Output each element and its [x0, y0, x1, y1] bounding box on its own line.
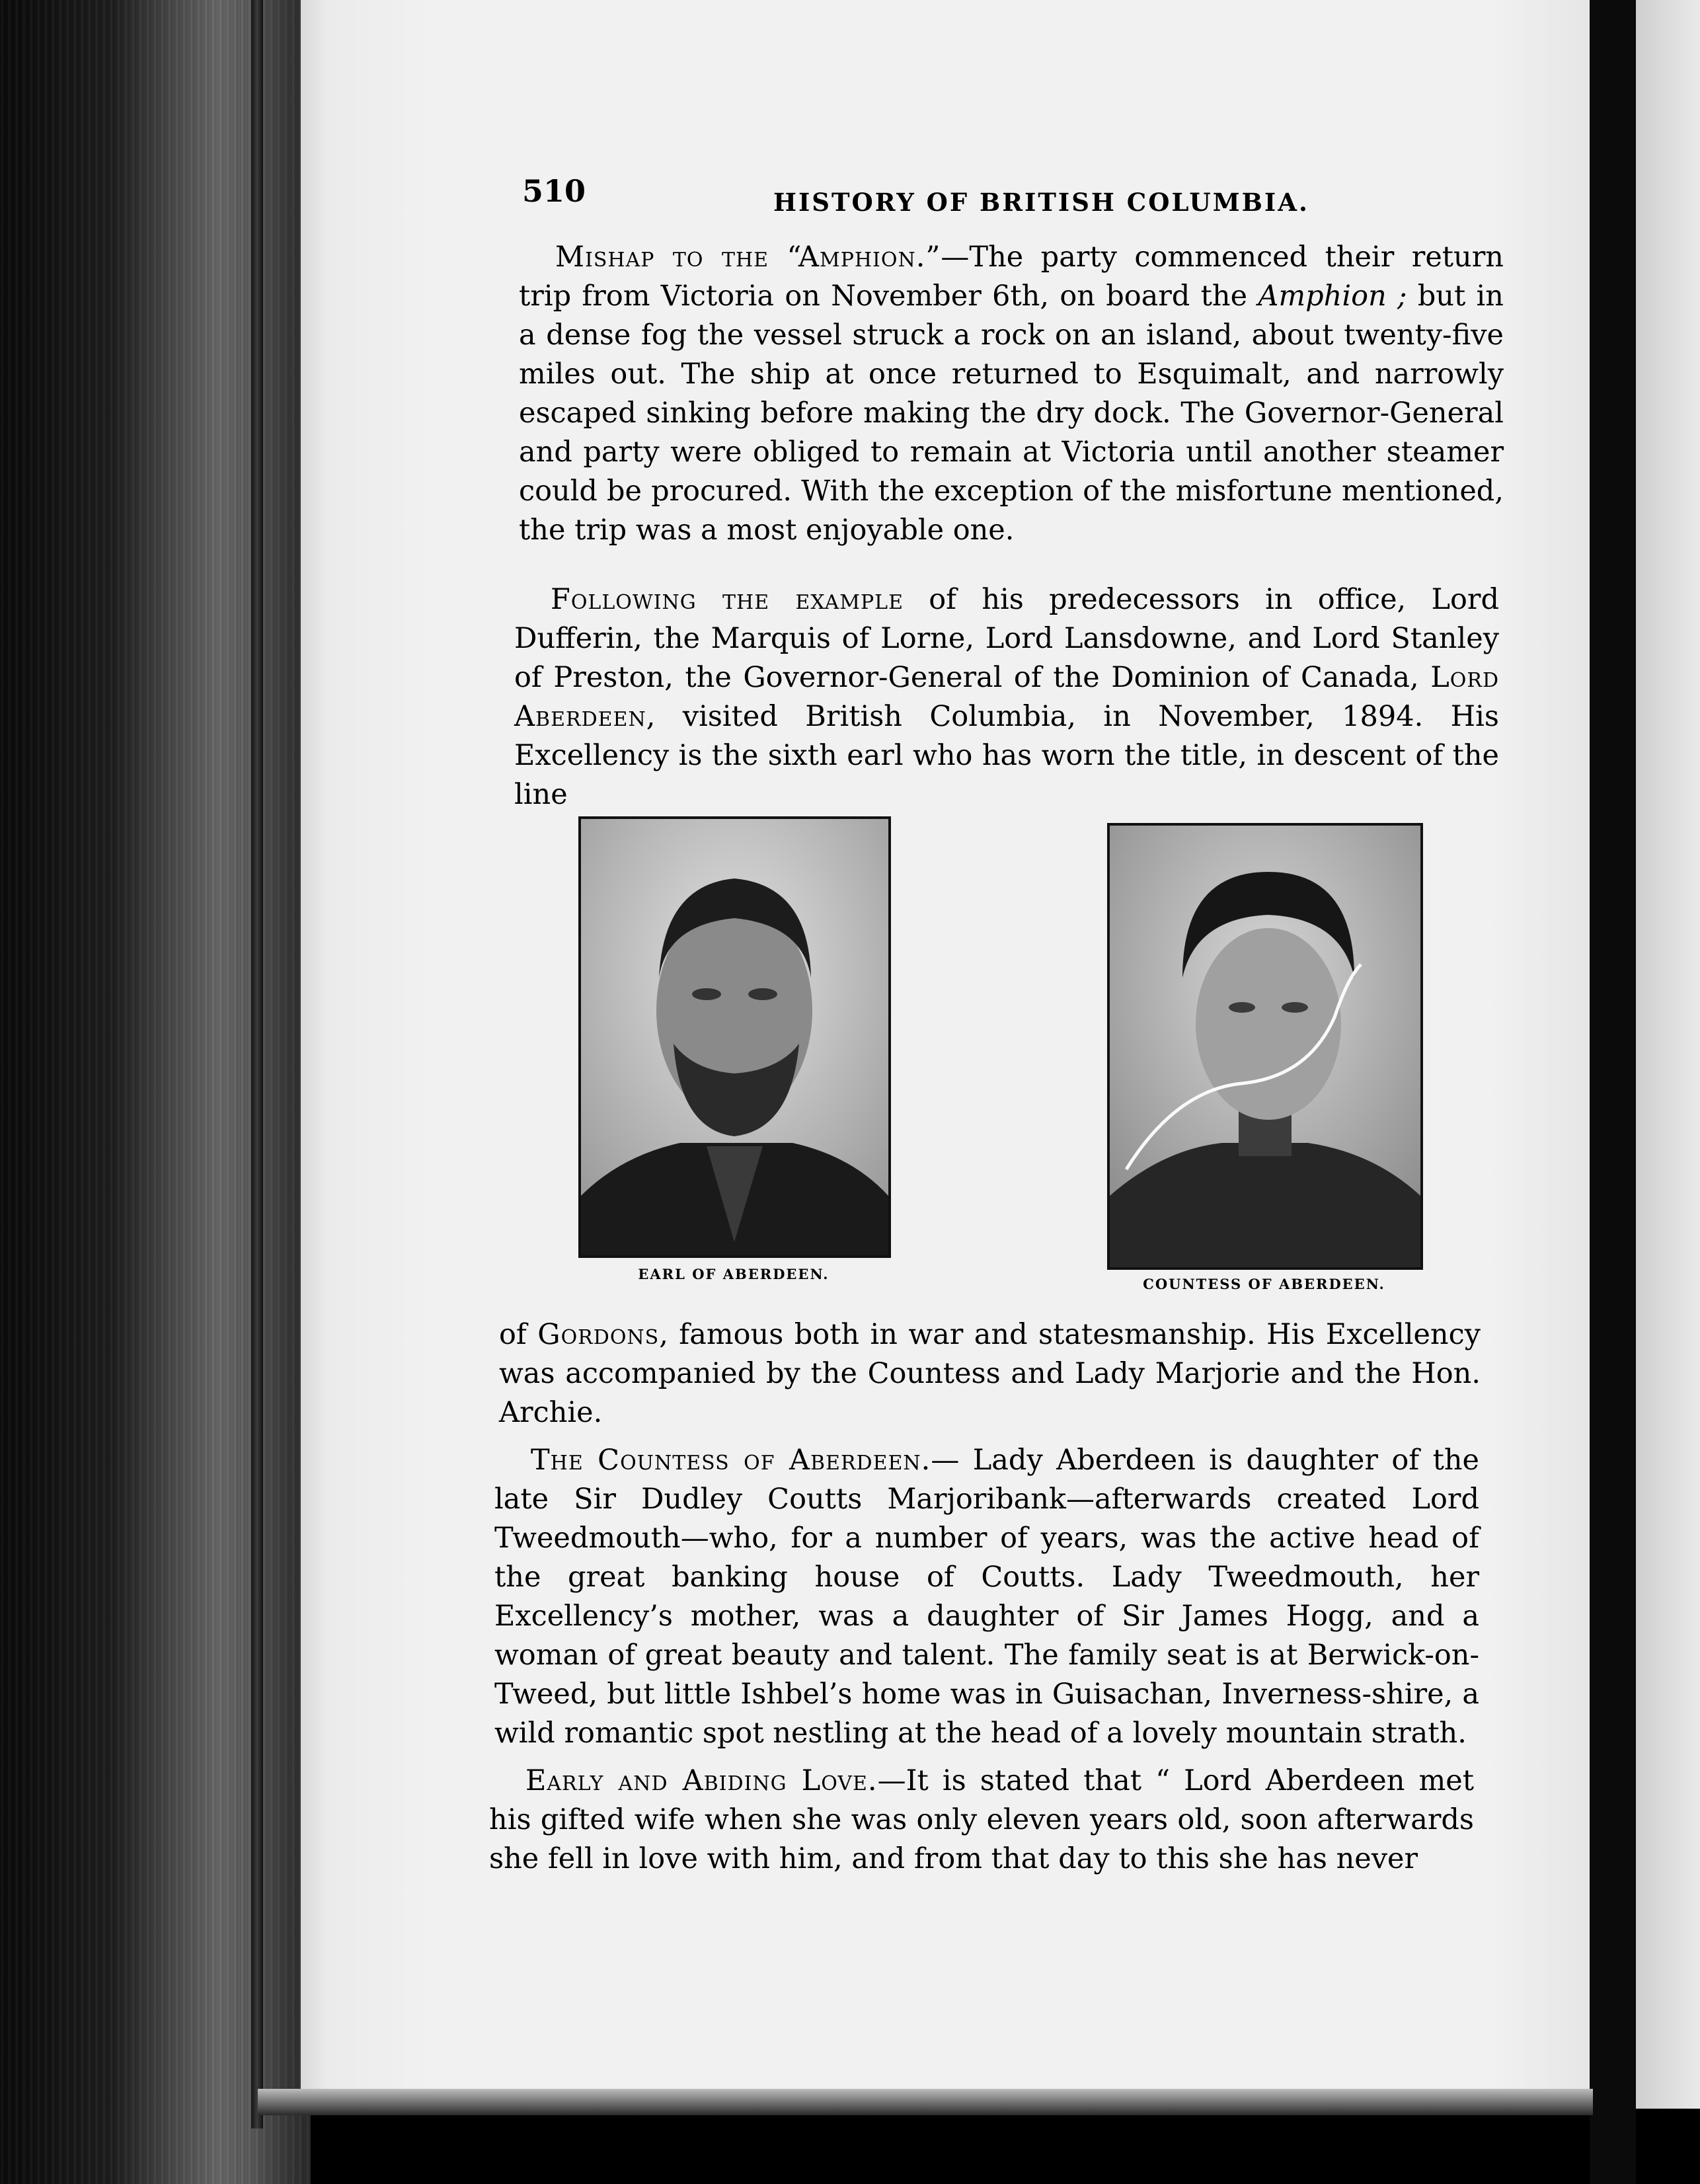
section-lead: Following the example	[551, 583, 904, 616]
lord-aberdeen-name: Lord Aberdeen	[514, 661, 1499, 733]
spine-edge	[251, 0, 263, 2128]
paragraph-gordons	[499, 1315, 1481, 1432]
paragraph-text: of	[499, 1318, 538, 1351]
paragraph-countess	[494, 1441, 1479, 1753]
section-lead: Mishap to the “Amphion.”	[555, 241, 941, 274]
paragraph-amphion	[519, 238, 1504, 550]
page-number: 510	[522, 173, 586, 209]
countess-caption: COUNTESS OF ABERDEEN.	[1143, 1276, 1385, 1292]
paragraph-aberdeen-visit	[514, 580, 1499, 814]
earl-portrait-image	[578, 816, 891, 1258]
page-bottom-shadow	[258, 2089, 1593, 2115]
paragraph-text: —The party commenced their return trip from Victoria on November 6th, on board the	[519, 241, 1504, 313]
earl-caption: EARL OF ABERDEEN.	[638, 1266, 830, 1282]
running-head: HISTORY OF BRITISH COLUMBIA.	[773, 188, 1309, 217]
ship-name: Amphion ;	[1258, 280, 1407, 313]
section-lead: The Countess of Aberdeen.	[531, 1444, 931, 1477]
gordons-name: Gordons	[537, 1318, 660, 1351]
paragraph-text: , famous both in war and statesmanship. His Excellency was accompanied by the Countess and Lady Marjorie and the Hon. Archie.	[499, 1318, 1481, 1429]
facing-page-edge	[1636, 0, 1700, 2109]
page-header	[522, 173, 1514, 226]
book-spine	[0, 0, 311, 2184]
paragraph-early-love	[489, 1762, 1474, 1879]
right-margin-shadow	[1590, 0, 1636, 2184]
paragraph-text: of his predecessors in office, Lord Dufferin, the Marquis of Lorne, Lord Lansdowne, and Lord Stanley of Preston, the Governor-General of the Dominion of Canada,	[514, 583, 1499, 694]
paragraph-text: , visited British Columbia, in November, 1894. His Excellency is the sixth earl who has worn the title, in descent of the line	[514, 700, 1499, 811]
paragraph-text: but in a dense fog the vessel struck a rock on an island, about twenty-five miles out. The ship at once returned to Esquimalt, and narrowly escaped sinking before making the dry dock. The Governor-General and party were obliged to remain at Victoria until another steamer could be procured. With the exception of the misfortune mentioned, the trip was a most enjoyable one.	[519, 280, 1504, 547]
paragraph-text: —It is stated that “ Lord Aberdeen met his gifted wife when she was only eleven years old, soon afterwards she fell in love with him, and from that day to this she has never	[489, 1764, 1474, 1875]
paragraph-text: — Lady Aberdeen is daughter of the late Sir Dudley Coutts Marjoribank—afterwards created Lord Tweedmouth—who, for a number of years, was the active head of the great banking house of Coutts. Lady Tweedmouth, her Excellency’s mother, was a daughter of Sir James Hogg, and a woman of great beauty and talent. The family seat is at Berwick-on-Tweed, but little Ishbel’s home was in Guisachan, Inverness-shire, a wild romantic spot nestling at the head of a lovely mountain strath.	[494, 1444, 1479, 1750]
section-lead: Early and Abiding Love.	[525, 1764, 878, 1797]
countess-portrait-image	[1107, 823, 1423, 1270]
